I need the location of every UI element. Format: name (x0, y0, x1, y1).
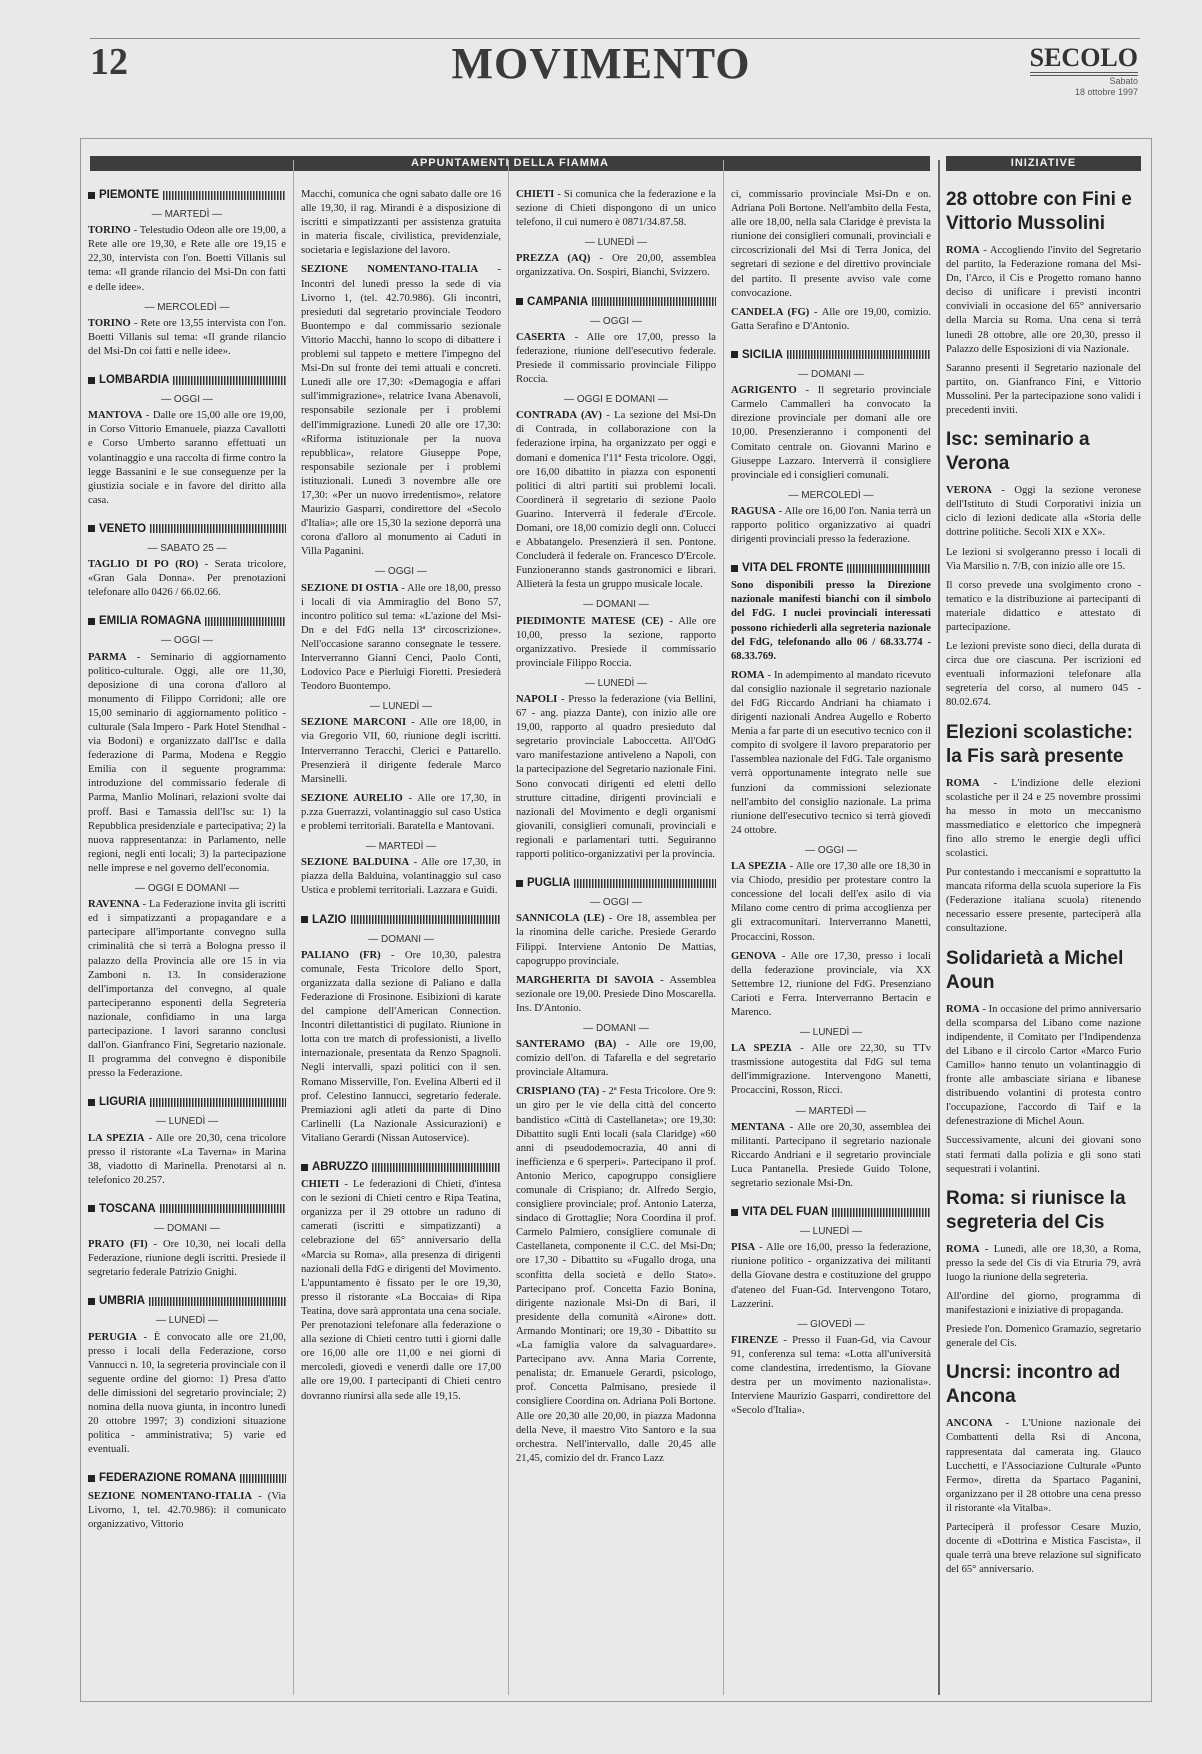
article-paragraph (946, 1521, 1141, 1577)
entry-text: - Alle ore 16,00 l'on. Nania terrà un rapporto politico organizzativo ai quadri dirigenti provinciali presso la federazione. (731, 505, 931, 546)
appointment-entry (88, 1238, 286, 1280)
article-headline: Solidarietà a Michel Aoun (946, 947, 1124, 993)
region-name: VENETO (99, 522, 147, 535)
article-paragraph (946, 1003, 1141, 1130)
appointment-entry (731, 505, 931, 547)
appointment-entry (301, 188, 501, 258)
article-text: Presiede l'on. Domenico Gramazio, segretario generale del Cis. (946, 1324, 1141, 1350)
entry-location: LA SPEZIA (88, 1132, 145, 1144)
day-label: — OGGI — (590, 315, 642, 327)
entry-location: TORINO (88, 225, 131, 237)
article-text: Parteciperà il professor Cesare Muzio, docente di «Dottrina e Mistica Fascista», il quale terrà una breve relazione sul significato del 65° anniversario. (946, 1522, 1141, 1576)
entry-location: CHIETI (516, 189, 555, 200)
day-label: — OGGI — (590, 897, 642, 909)
appointment-entry (301, 856, 501, 898)
entry-location: PRATO (FI) (88, 1239, 148, 1251)
entry-location: CANDELA (FG) (731, 306, 810, 318)
entry-text: - Serata tricolore, «Gran Gala Donna». Per prenotazioni telefonare allo 0426 / 66.02.66. (88, 559, 286, 599)
entry-text: - Alle ore 17,30 alle ore 18,30 in via Chiodo, presidio per protestare contro la concessione del locali dell'ex asilo di via Milano come centro di prima accoglienza per gli extracomunitari. Interverranno Manetti, Procaccini, Rosson. (731, 861, 931, 943)
article-headline: Elezioni scolastiche: la Fis sarà presente (946, 721, 1133, 767)
entry-text: - Seminario di aggiornamento politico-culturale. Oggi, alle ore 11,30, deposizione di una corona d'alloro al monumento di Filippo Corridoni; alle ore 15,00 seminario di aggiornamento politico - culturale (Sala Impero - Park Hotel Stendhal - via Bodoni) e organizzato dall'Isc e dalla federazione di Parma, Modena e Reggio Emilia con il seguente programma: introduzione del commissario federale di Parma, Manlio Molinari, relazioni svolte dai proff. Basi e Tamassia dell'Isc su: 1) la Repubblica presidenziale e partecipativa; 2) la nuova rappresentanza: in Parlamento, nelle regioni, negli enti locali; 3) la partecipazione nelle imprese e nel governo dell'economia. (88, 651, 286, 874)
appointments-column-2 (301, 188, 501, 1698)
entry-text: - Alle ore 20,30, assemblea dei militanti. Partecipano il segretario nazionale Riccardo Andriani e il segretario provinciale Luca Pantanella. Presiede Guido Tolone, segretario sezionale Msi-Dn. (731, 1121, 931, 1189)
heading-stripe (149, 1297, 286, 1306)
entry-text: ci, commissario provinciale Msi-Dn e on. Adriana Poli Bortone. Nell'ambito della Festa, alle ore 18,00, nella sala Claridge è prevista la riunione dei consiglieri comunali, provinciali e circoscrizionali del Msi di Terra Jonica, del segretari di sezione e del direttivo provinciale del partito. Il presente avviso vale come convocazione. (731, 189, 931, 299)
entry-location: AGRIGENTO (731, 385, 797, 397)
article-headline: Roma: si riunisce la segreteria del Cis (946, 1187, 1126, 1233)
entry-text: - Alle ore 20,30, cena tricolore presso il ristorante «La Taverna» in Marina 38, viadotto di Marinella. Prenotarsi al n. telefonico 20.257. (88, 1132, 286, 1186)
entry-location: MARGHERITA DI SAVOIA (516, 974, 654, 986)
region-heading (88, 614, 286, 628)
entry-text: - Alle ore 18,00, in via Gregorio VII, 60, riunione degli iscritti. Interverranno Teracchi, Clerici e Pattarello. Presenzierà il dirigente federale Marco Marsinelli. (301, 717, 501, 785)
entry-location: TAGLIO DI PO (RO) (88, 559, 199, 571)
appointment-entry (301, 263, 501, 559)
article-headline: Uncrsi: incontro ad Ancona (946, 1362, 1121, 1408)
entry-location: PERUGIA (88, 1331, 137, 1343)
issue-day: Sabato (1109, 76, 1138, 86)
region-name: TOSCANA (99, 1202, 156, 1215)
appointments-column-3 (516, 188, 716, 1698)
region-name: LAZIO (312, 913, 347, 926)
appointment-entry (88, 1490, 286, 1532)
region-heading (88, 1095, 286, 1109)
appointment-entry (731, 1121, 931, 1191)
day-label: — LUNEDÌ — (799, 1027, 863, 1039)
article-text: Saranno presenti il Segretario nazionale del partito, on. Gianfranco Fini, e Vittorio Mussolini. Per la partecipazione sono validi i precedenti inviti. (946, 362, 1141, 417)
heading-stripe (150, 1098, 286, 1107)
heading-stripe (832, 1208, 931, 1217)
square-bullet-icon (88, 377, 95, 384)
day-label: — LUNEDÌ — (155, 1315, 219, 1327)
article-paragraph (946, 244, 1141, 357)
square-bullet-icon (88, 1205, 95, 1212)
entry-text: - 2ª Festa Tricolore. Ore 9: un giro per le vie della città del concerto bandistico «Città di Castellaneta»; ore 19,30: Dibattito sugli Enti locali (sala Claridge) «60 anni di pseudodemocrazia, 40 anni di inefficienza e 6 sperperi». Partecipano il prof. Antonio Merico, capogruppo consigliere comunale di Crispiano; dr. Alfredo Sergio, consigliere provinciale; prof. Antonio Laterza, sindaco di Grottaglie; Nora Coordina il prof. Carmelo Palmiero, consigliere comunale di Castellaneta, componente il C.C. del Msi-Dn; ore 17,30 - Dibattito su «Fugallo droga, una sconfitta della società e dello Stato». Partecipano prof. Concetta Fazio Bonina, dirigente nazionale Msi-Dn di Bari, il presidente della comunità «Airone» dott. Armando Montinari; ore 19,30 - Dibattito su «La famiglia valore da salvaguardare». Partecipano avv. Anna Maria Corrente, penalista; dr. Emanuele Gerardi, psicologo, prof. Concetta Palmisano, presiede il consigliere Coordina on. Adriana Poli Bortone. Alle ore 20,30 alle 20,00, in piazza Madonna della Neve, il maestro Vito Santoro e la sua orchestra. Nell'intervallo, dalle 20,45 alle 21,45, comizio del dr. Franco Lazz (516, 1086, 716, 1464)
region-name: SICILIA (742, 348, 783, 361)
article-dateline: VERONA (946, 485, 992, 497)
square-bullet-icon (88, 192, 95, 199)
appointment-entry (516, 974, 716, 1016)
entry-location: ROMA (731, 669, 765, 681)
day-label: — LUNEDÌ — (155, 1116, 219, 1128)
heading-stripe (240, 1474, 286, 1483)
appointment-entry (731, 860, 931, 945)
region-name: LOMBARDIA (99, 374, 170, 387)
region-heading (731, 1205, 931, 1219)
article-text: Pur contestando i meccanismi e soprattutto la mancata riforma della scuola superiore la Fis (Federazione italiana scuola) ritenendo necessario essere presente, parteciperà alla consultazione. (946, 867, 1141, 935)
entry-location: SEZIONE BALDUINA (301, 857, 410, 869)
appointment-entry (301, 716, 501, 786)
entry-text: - Alle ore 19,00, comizio. Gatta Serafino e D'Antonio. (731, 306, 931, 332)
appointment-entry (516, 188, 716, 230)
appointment-entry (516, 912, 716, 968)
day-label: — OGGI — (161, 635, 213, 647)
article-text: All'ordine del giorno, programma di manifestazioni e iniziative di propaganda. (946, 1290, 1141, 1317)
entry-text: - Alle ore 17,30, in piazza della Balduina, volantinaggio sul caso Ustica e problemi territoriali. Lazzara e Guidi. (301, 857, 501, 897)
entry-text: - Si comunica che la federazione e la sezione di Chieti dispongono di un unico telefono, il cui numero è 0871/34.87.58. (516, 189, 716, 229)
day-label: — OGGI — (161, 394, 213, 406)
article-text: - Oggi la sezione veronese dell'Istituto di Studi Corporativi inizia un ciclo di lezioni dedicate alla «Storia delle dottrine politiche. Secoli XIX e XX». (946, 485, 1141, 539)
entry-text: - Ore 10,30, nei locali della Federazione, riunione degli iscritti. Presiede il segretario federale Patrizio Gnighi. (88, 1239, 286, 1279)
day-label: — LUNEDÌ — (584, 237, 648, 249)
appointment-entry (731, 579, 931, 664)
appointment-entry (731, 306, 931, 334)
region-heading (88, 522, 286, 536)
initiatives-column (946, 188, 1141, 1698)
entry-text: - Dalle ore 15,00 alle ore 19,00, in Corso Vittorio Emanuele, piazza Cavallotti e Corso Umberto saranno effettuati un volantinaggio e una raccolta di firme contro la legge Bassanini e le sue conseguenze per la giustizia sociale e in favore del diritto alla casa. (88, 410, 286, 506)
heading-stripe (787, 350, 931, 359)
appointment-entry (516, 1038, 716, 1080)
region-heading (731, 561, 931, 575)
appointments-column-4 (731, 188, 931, 1698)
appointment-entry (516, 252, 716, 280)
entry-location: Sono disponibili presso la Direzione nazionale manifesti bianchi con il simbolo del FdG. I nuclei provinciali interessati possono richiederli alla segreteria nazionale del FdG, telefonando allo 06 / 68.33.774 - 68.33.769. (731, 580, 931, 662)
region-name: VITA DEL FUAN (742, 1206, 829, 1219)
day-label: — DOMANI — (583, 599, 649, 611)
article-text: - Accogliendo l'invito del Segretario del partito, la Federazione romana del Msi-Dn, l'Arco, il Cis e Progetto romano hanno deciso di unificare i previsti incontri conviviali in occasione del 65° anniversario della Marcia su Roma. Una cena si terrà lunedì 28 ottobre, alle ore 20,30, presso il Palazzo delle Esposizioni di via Nazionale. (946, 245, 1141, 355)
entry-location: SEZIONE DI OSTIA (301, 582, 399, 594)
region-name: ABRUZZO (312, 1161, 369, 1173)
region-name: FEDERAZIONE ROMANA (99, 1472, 237, 1485)
entry-text: - Alle ore 17,30, presso i locali della federazione provinciale, via XX Settembre 12, riunione del FdG. Presenziano Carioti e Ferra. Interverranno Bertacin e Marenco. (731, 950, 931, 1018)
square-bullet-icon (301, 916, 308, 923)
entry-text: - Il segretario provinciale Carmelo Cammalleri ha convocato la direzione provinciale per domani alle ore 10,00. Presenzieranno i componenti del Comitato centrale on. Giovanni Marino e Giuseppe Lazzaro. Interverrà il consigliere provinciale ed i consiglieri comunali. (731, 385, 931, 481)
region-name: UMBRIA (99, 1295, 145, 1308)
region-name: VITA DEL FRONTE (742, 562, 844, 575)
appointment-entry (516, 693, 716, 862)
article-text: - In occasione del primo anniversario della scomparsa del Libano come nazione indipendente, il Comitato per l'Indipendenza del Libano e il circolo Cartor «Marco Furio Camillo» hanno tenuto un volantinaggio di fronte alle ambasciate siriana e libanese distribuendo volantini di protesta contro l'occupazione, l'accordo di Taif e la defenestrazione di Michel Aoun. (946, 1003, 1141, 1128)
entry-text: - In adempimento al mandato ricevuto dal consiglio nazionale il segretario nazionale del FdG Riccardo Andriani ha chiamato i dirigenti nazionali Andrea Augello e Roberto Menia a far parte di un esecutivo tecnico con il compito di svolgere il lavoro preparatorio per l'assemblea nazionale del FdG. Tale organismo verrà opportunamente integrato nelle sue funzioni da commissioni selezionate nell'ambito del consiglio nazionale. La prima riunione dell'esecutivo tecnico si terrà giovedì 24 ottobre. (731, 669, 931, 836)
day-label: — LUNEDÌ — (799, 1226, 863, 1238)
article-headline: 28 ottobre con Fini e Vittorio Mussolini (946, 189, 1132, 234)
entry-text: - Alle ore 22,30, su TTv trasmissione autogestita dal FdG sul tema dell'immigrazione. Intervengono Manetti, Procaccini, Rosson, Ricci. (731, 1043, 931, 1097)
square-bullet-icon (516, 298, 523, 305)
entry-location: SANNICOLA (LE) (516, 913, 605, 925)
day-label: — OGGI — (805, 844, 857, 856)
entry-text: - Alle ore 10,00, presso la sezione, rapporto organizzativo. Presiede il commissario provinciale Filippo Roccia. (516, 615, 716, 669)
appointment-entry (516, 1085, 716, 1466)
heading-stripe (205, 617, 286, 626)
square-bullet-icon (731, 1209, 738, 1216)
entry-text: - Alle ore 17,00, presso la federazione, riunione dell'esecutivo federale. Presiede il commissario provinciale Filippo Roccia. (516, 331, 716, 386)
entry-text: - Rete ore 13,55 intervista con l'on. Boetti Villanis sul tema: «Il grande rilancio del Msi-Dn coi fatti e nelle idee». (88, 317, 286, 357)
square-bullet-icon (301, 1164, 308, 1171)
entry-text: - Alle ore 18,00, presso i locali di via Ammiraglio del Bono 57, incontro politico sul tema: «L'azione del Msi-Dn e del FdG nella 13ª circoscrizione». Nell'occasione saranno consegnate le tessere. Interverranno Gianni Cenci, Paolo Conti, Lodovico Pace e Pierluigi Fioretti. Presiederà Teodoro Buontempo. (301, 582, 501, 693)
entry-location: PARMA (88, 651, 127, 663)
article-paragraph (946, 579, 1141, 635)
article-headline: Isc: seminario a Verona (946, 429, 1090, 475)
newspaper-logo: SECOLO (1030, 44, 1138, 76)
appointment-entry (731, 188, 931, 301)
entry-text: - La Federazione invita gli iscritti ed i simpatizzanti a propagandare e a partecipare all'importante convegno sulla criminalità che si terrà a Bologna presso il palazzo della Provincia alle ore 15 in via Zamboni n. 13. In considerazione dell'importanza del convegno, al quale parteciperanno esponenti della Segreteria nazionale, confidiamo in una larga partecipazione. I lavori saranno conclusi dall'on. Gianfranco Fini, Segretario nazionale. Il programma del convegno è disponibile presso la Federazione. (88, 899, 286, 1080)
region-name: PIEMONTE (99, 189, 160, 201)
square-bullet-icon (516, 880, 523, 887)
article-dateline: ROMA (946, 245, 980, 256)
day-label: — MARTEDÌ — (795, 1105, 867, 1117)
article-paragraph (946, 777, 1141, 862)
day-label: — GIOVEDÌ — (797, 1318, 865, 1330)
article-text: - L'indizione delle elezioni scolastiche per il 24 e 25 novembre prossimi ha messo in moto un meccanismo massmediatico e elettorico che impegnerà fino allo stremo le energie degli uffici scolastici. (946, 777, 1141, 859)
appointment-entry (301, 949, 501, 1146)
heading-stripe (163, 191, 286, 200)
appointment-entry (88, 1331, 286, 1458)
entry-text: - (Via Livorno, 1, tel. 42.70.986): il comunicato organizzativo, Vittorio (88, 1490, 286, 1530)
appointment-entry (731, 384, 931, 483)
article-text: Le lezioni previste sono dieci, della durata di circa due ore ciascuna. Per iscrizioni ed eventuali informazioni telefonare alla segreteria del corso, al numero 045 - 80.02.674. (946, 641, 1141, 709)
day-label: — OGGI E DOMANI — (564, 394, 668, 406)
column-divider (293, 160, 294, 1695)
region-heading (516, 295, 716, 309)
square-bullet-icon (88, 1099, 95, 1106)
entry-text: - Ore 20,00, assemblea organizzativa. On. Sospiri, Bianchi, Svizzero. (516, 253, 716, 279)
heading-stripe (150, 524, 286, 533)
entry-location: PISA (731, 1242, 756, 1254)
entry-location: PREZZA (AQ) (516, 253, 591, 265)
issue-date: 18 ottobre 1997 (1074, 87, 1138, 97)
entry-location: LA SPEZIA (731, 1043, 792, 1055)
appointments-banner: APPUNTAMENTI DELLA FIAMMA (90, 156, 930, 171)
day-label: — MARTEDÌ — (151, 209, 223, 221)
region-name: PUGLIA (527, 877, 571, 890)
day-label: — LUNEDÌ — (584, 677, 648, 689)
article-paragraph (946, 866, 1141, 936)
region-heading (88, 1294, 286, 1308)
appointment-entry (301, 792, 501, 834)
newspaper-logo-block (1028, 44, 1138, 98)
appointment-entry (731, 950, 931, 1020)
day-label: — SABATO 25 — (147, 542, 227, 554)
appointment-entry (88, 898, 286, 1081)
region-name: EMILIA ROMAGNA (99, 615, 202, 628)
appointment-entry (731, 1334, 931, 1419)
day-label: — DOMANI — (368, 933, 434, 945)
article-paragraph (946, 1290, 1141, 1318)
appointments-column-1 (88, 188, 286, 1698)
entry-location: MANTOVA (88, 410, 143, 422)
entry-text: - Ore 10,30, palestra comunale, Festa Tricolore dello Sport, organizzata dalla sezione di Paliano e dalla Federazione di Frosinone. Esibizioni di karate del campione dell'American Connection. Incontri dilettantistici di pugilato. Riunione in lotta con tre match di professionisti, a livello internazionale, presentata da Renzo Spagnoli. Negli intervalli, spazi politici con il sen. Romano Misserville, l'on. Evelina Alberti ed il prof. Celestino Iannucci, segretario federale. Premiazioni agli atleti da parte di Dino Carlinelli (La Nazionale Assicurazioni) e Vitaliano Gerardi (Nissan Autoservice). (301, 949, 501, 1144)
appointment-entry (516, 409, 716, 592)
heading-stripe (173, 376, 286, 385)
entry-location: RAVENNA (88, 899, 140, 911)
article-paragraph (946, 484, 1141, 540)
region-heading (88, 188, 286, 202)
article-dateline: ROMA (946, 1243, 980, 1255)
entry-location: PALIANO (FR) (301, 949, 381, 961)
entry-text: - Ore 18, assemblea per la rinomina delle cariche. Presiede Gerardo Filippi. Interviene Antonio De Mattias, capogruppo provinciale. (516, 913, 716, 967)
entry-location: SANTERAMO (BA) (516, 1039, 617, 1051)
page-number: 12 (90, 41, 128, 83)
region-heading (88, 1202, 286, 1216)
entry-text: - Presso il Fuan-Gd, via Cavour 91, conferenza sul tema: «Lotta all'università come clandestina, irredentismo, la Giovane destra per un movimento nazionalista». Interviene Maurizio Gasparri, condirettore del «Secolo d'Italia». (731, 1334, 931, 1417)
article-dateline: ANCONA (946, 1418, 993, 1430)
appointment-entry (516, 331, 716, 387)
entry-text: - Assemblea sezionale ore 19,00. Presiede Dino Moscarella. Ins. D'Antonio. (516, 974, 716, 1014)
day-label: — DOMANI — (154, 1223, 220, 1234)
region-heading (301, 1160, 501, 1174)
entry-location: PIEDIMONTE MATESE (CE) (516, 615, 664, 627)
entry-text: - Alle ore 16,00, presso la federazione, riunione politico - organizzativa dei militanti della Giovane destra e costituzione del gruppo d'ateneo del Fuan-Gd. Intervengono Totaro, Lazzerini. (731, 1242, 931, 1310)
appointment-entry (516, 615, 716, 671)
article-paragraph (946, 1417, 1141, 1516)
region-heading (301, 913, 501, 927)
appointment-entry (88, 1132, 286, 1188)
column-divider (508, 160, 509, 1695)
day-label: — DOMANI — (583, 1022, 649, 1034)
heading-stripe (372, 1163, 501, 1172)
region-heading (88, 373, 286, 387)
entry-text: - La sezione del Msi-Dn di Contrada, in collaborazione con la federazione irpina, ha organizzato per oggi e domani e domenica l'11ª Festa tricolore. Oggi, ore 16,00 dibattito in piazza con esponenti politici di altri partiti sui problemi locali. Coordinerà il segretario di sezione Paolo Guarino. Interverrà il federale d'Ercole. Domani, ore 18,00 comizio degli onn. Colucci e Abbatangelo. Presenzierà il sen. Pontone. Concluderà il federale on. Francesco D'Ercole. Funzioneranno stands gastronomici e librari. Allieterà la festa un gruppo musicale locale. (516, 410, 716, 591)
entry-location: FIRENZE (731, 1334, 779, 1346)
square-bullet-icon (731, 565, 738, 572)
day-label: — MERCOLEDÌ — (788, 489, 874, 501)
entry-location: SEZIONE MARCONI (301, 717, 407, 729)
article-dateline: ROMA (946, 777, 980, 789)
entry-text: - È convocato alle ore 21,00, presso i locali della Federazione, corso Vannucci n. 10, la segreteria provinciale con il seguente ordine del giorno: 1) Presa d'atto delle dimissioni del segretario provinciale; 2) nomina della nuova giunta, in incontro lunedì 20 ottobre 1997; 3) condizioni situazione politica - amministrativa; 5) varie ed eventuali. (88, 1331, 286, 1456)
article-paragraph (946, 1243, 1141, 1285)
square-bullet-icon (88, 1475, 95, 1482)
entry-location: GENOVA (731, 950, 777, 962)
section-title: MOVIMENTO (451, 39, 751, 88)
article-text: - Lunedì, alle ore 18,30, a Roma, presso la sede del Cis di via Etruria 79, avrà luogo la riunione della segreteria. (946, 1243, 1141, 1283)
entry-location: CHIETI (301, 1179, 340, 1191)
article-paragraph (946, 1323, 1141, 1351)
day-label: — OGGI E DOMANI — (135, 883, 239, 895)
day-label: — LUNEDÌ — (369, 701, 433, 713)
region-name: LIGURIA (99, 1096, 147, 1109)
entry-text: - Incontri del lunedì presso la sede di via Livorno 1, (tel. 42.70.986). Gli incontri, presieduti dal segretario provinciale Teodoro Buontempo e dal commissario sezionale Vittorio Macchi, hanno lo scopo di dibattere i problemi sul tappeto e mettere l'impegno del Msi-Dn sul fronte dei temi attuali e concreti. Lunedì alle ore 17,30: «Demagogia e affari sull'immigrazione», relatrice Ivana Abenavoli, responsabile sezionale per i problemi dell'immigrazione. Lunedì 20 alle ore 17,30: «Riforma istituzionale per la nuova repubblica», relatore Giuseppe Pope, responsabile sezionale per i problemi istituzionali. Lunedì 3 novembre alle ore 17,30: «Per un nuovo irredentismo», relatore Maurizio Gasparri, condirettore del «Secolo d'Italia»; alle ore 15,30 la sezione deporrà una corona d'alloro al monumento ai Caduti in Villa Paganini. (301, 264, 501, 558)
day-label: — MERCOLEDÌ — (144, 301, 230, 313)
entry-location: SEZIONE NOMENTANO-ITALIA (88, 1490, 253, 1502)
entry-location: LA SPEZIA (731, 861, 787, 873)
entry-text: - Telestudio Odeon alle ore 19,00, a Rete alle ore 19,30, e Rete alle ore 19,15 e 22,30, intervista con l'on. Boetti Villanis sul tema: «Il grande rilancio del Msi-Dn con fatti e delle idee». (88, 225, 286, 293)
article-text: Le lezioni si svolgeranno presso i locali di Via Marsilio n. 7/B, con inizio alle ore 15. (946, 546, 1141, 572)
entry-location: CRISPIANO (TA) (516, 1086, 600, 1098)
entry-location: MENTANA (731, 1121, 785, 1133)
day-label: — OGGI — (375, 566, 427, 578)
day-label: — MARTEDÌ — (365, 841, 437, 853)
entry-location: CONTRADA (AV) (516, 410, 602, 422)
sidebar-divider (938, 160, 940, 1695)
heading-stripe (847, 564, 931, 573)
heading-stripe (160, 1204, 286, 1213)
entry-text: Macchi, comunica che ogni sabato dalle ore 16 alle 19,30, il rag. Mirandi è a disposizione di iscritti e simpatizzanti per assistenza gratuita in materia fiscale, civilistica, previdenziale, societaria e legislazione del lavoro. (301, 189, 501, 257)
entry-text: - Alle ore 17,30, in p.zza Guerrazzi, volantinaggio sul caso Ustica e problemi territoriali. Baratella e Mantovani. (301, 792, 501, 833)
heading-stripe (592, 297, 716, 306)
article-paragraph (946, 546, 1141, 574)
appointment-entry (731, 669, 931, 838)
appointment-entry (88, 317, 286, 359)
entry-location: RAGUSA (731, 505, 776, 517)
entry-text: - Le federazioni di Chieti, d'intesa con le sezioni di Chieti centro e Ripa Teatina, organizza per il 29 ottobre un raduno di camerati (iscritti e simpatizzanti) a celebrazione del 65° anniversario della «Marcia su Roma», alla presenza di dirigenti nazionali della FdG e dirigenti del Movimento. L'appuntamento è fissato per le ore 19,30, presso il ristorante «La Boccaia» di Ripa Teatina, dove sarà approntata una cena sociale. Per prenotazioni telefonare alla federazione o alla sezione di Chieti centro tutti i giorni dalle ore 16,00 alle ore 11,00 e nei giorni di mercoledì, giovedì e venerdì dalle ore 17,00 alle ore 19,00. I partecipanti di Chieti centro dovranno riunirsi alla sede alle 19,15. (301, 1179, 501, 1402)
appointment-entry (88, 558, 286, 600)
appointment-entry (301, 1178, 501, 1404)
heading-stripe (574, 879, 716, 888)
square-bullet-icon (731, 351, 738, 358)
article-paragraph (946, 1134, 1141, 1176)
initiatives-banner: INIZIATIVE (946, 156, 1141, 171)
region-heading (731, 348, 931, 362)
heading-stripe (351, 915, 502, 924)
appointment-entry (301, 582, 501, 695)
region-name: CAMPANIA (527, 295, 589, 308)
region-heading (88, 1471, 286, 1485)
article-text: - L'Unione nazionale dei Combattenti della Rsi di Ancona, rappresentata dal camerata ing. Glauco Lucchetti, e l'Associazione Culturale «Punto Fermo», diretta da Spartaco Paganini, organizzano per il 28 ottobre una cena presso il ristorante «la Vitalba». (946, 1418, 1141, 1514)
appointment-entry (88, 409, 286, 508)
entry-text: - Alle ore 19,00, comizio dell'on. di Tafarella e del segretario provinciale Altamura. (516, 1039, 716, 1079)
square-bullet-icon (88, 618, 95, 625)
square-bullet-icon (88, 1298, 95, 1305)
square-bullet-icon (88, 525, 95, 532)
entry-location: SEZIONE AURELIO (301, 792, 403, 804)
article-dateline: ROMA (946, 1003, 980, 1015)
article-text: Il corso prevede una svolgimento crono - tematico e la distribuzione ai partecipanti di materiale didattico e attestato di partecipazione. (946, 579, 1141, 633)
entry-location: TORINO (88, 317, 131, 329)
article-paragraph (946, 640, 1141, 710)
entry-text: - Presso la federazione (via Bellini, 67 - ang. piazza Dante), con inizio alle ore 19,00, rapporto al quadro presieduto dal segretario provinciale Laboccetta. All'OdG varo manifestazione antiveleno a Napoli, con la partecipazione del Segretario nazionale Fini. Sono convocati dirigenti ed eletti dello strutture cittadine, dirigenti provinciali e nazionali del Movimento e degli organismi giovanili, consiglieri comunali, provinciali e regionali e parlamentari tutti. Seguiranno rapporti politico-organizzativi per la provincia. (516, 694, 716, 861)
article-text: Successivamente, alcuni dei giovani sono stati fermati dalla polizia e gli sono stati sequestrati i volantini. (946, 1135, 1141, 1175)
column-divider (723, 160, 724, 1695)
day-label: — DOMANI — (798, 369, 864, 381)
appointment-entry (88, 224, 286, 294)
entry-location: SEZIONE NOMENTANO-ITALIA (301, 264, 479, 276)
entry-location: NAPOLI (516, 694, 558, 705)
appointment-entry (88, 651, 286, 877)
entry-location: CASERTA (516, 331, 566, 343)
region-heading (516, 876, 716, 890)
article-paragraph (946, 362, 1141, 418)
appointment-entry (731, 1042, 931, 1098)
appointment-entry (731, 1241, 931, 1311)
